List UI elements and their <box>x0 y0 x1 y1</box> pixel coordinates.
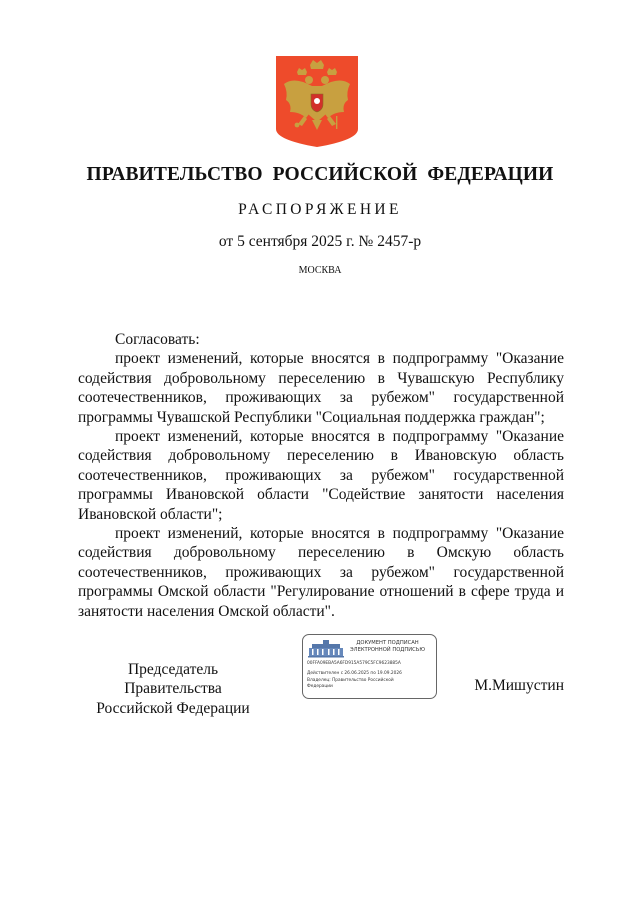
stamp-heading <box>343 640 432 654</box>
signatory-name: М.Мишустин <box>474 677 564 694</box>
document-type: РАСПОРЯЖЕНИЕ <box>238 201 402 218</box>
stamp-heading-line: ДОКУМЕНТ ПОДПИСАН <box>356 640 419 646</box>
document-city: МОСКВА <box>298 265 342 276</box>
stamp-owner: Владелец: Правительство Российской <box>307 678 394 683</box>
stamp-certificate-number: 00FFA09EBA5A6FD915A579C5FC9623885A <box>307 661 401 666</box>
coat-of-arms-icon <box>276 56 358 147</box>
electronic-signature-stamp <box>302 634 437 699</box>
body-paragraph: проект изменений, которые вносятся в подпрограмму "Оказание содействия добровольному переселению в Чувашскую Республику соотечественников, проживающих за рубежом" государственной программы Чувашской Республики "Социальная поддержка граждан"; <box>78 350 564 426</box>
government-title: ПРАВИТЕЛЬСТВО РОССИЙСКОЙ ФЕДЕРАЦИИ <box>86 164 554 185</box>
signatory-position <box>78 660 268 718</box>
document-date-number: от 5 сентября 2025 г. № 2457-р <box>218 233 422 250</box>
government-building-icon <box>308 639 344 658</box>
document-body <box>78 330 564 621</box>
signatory-position-line: Российской Федерации <box>96 699 250 717</box>
body-paragraph: проект изменений, которые вносятся в подпрограмму "Оказание содействия добровольному переселению в Омскую область соотечественников, проживающих за рубежом" государственной программы Омской области "Регулирование отношений в сфере труда и занятости населения Омской области". <box>78 525 564 620</box>
body-paragraph: Согласовать: <box>115 331 200 348</box>
body-paragraph: проект изменений, которые вносятся в подпрограмму "Оказание содействия добровольному переселению в Ивановскую область соотечественников, проживающих за рубежом" государственной программы Ивановской области "Содействие занятости населения Ивановской области"; <box>78 428 564 523</box>
stamp-owner: Федерации <box>307 683 333 689</box>
stamp-heading-line: ЭЛЕКТРОННОЙ ПОДПИСЬЮ <box>350 646 425 653</box>
signatory-position-line: Председатель Правительства <box>124 661 222 698</box>
stamp-validity: Действителен с 26.06.2025 по 19.09.2026 <box>307 671 402 676</box>
